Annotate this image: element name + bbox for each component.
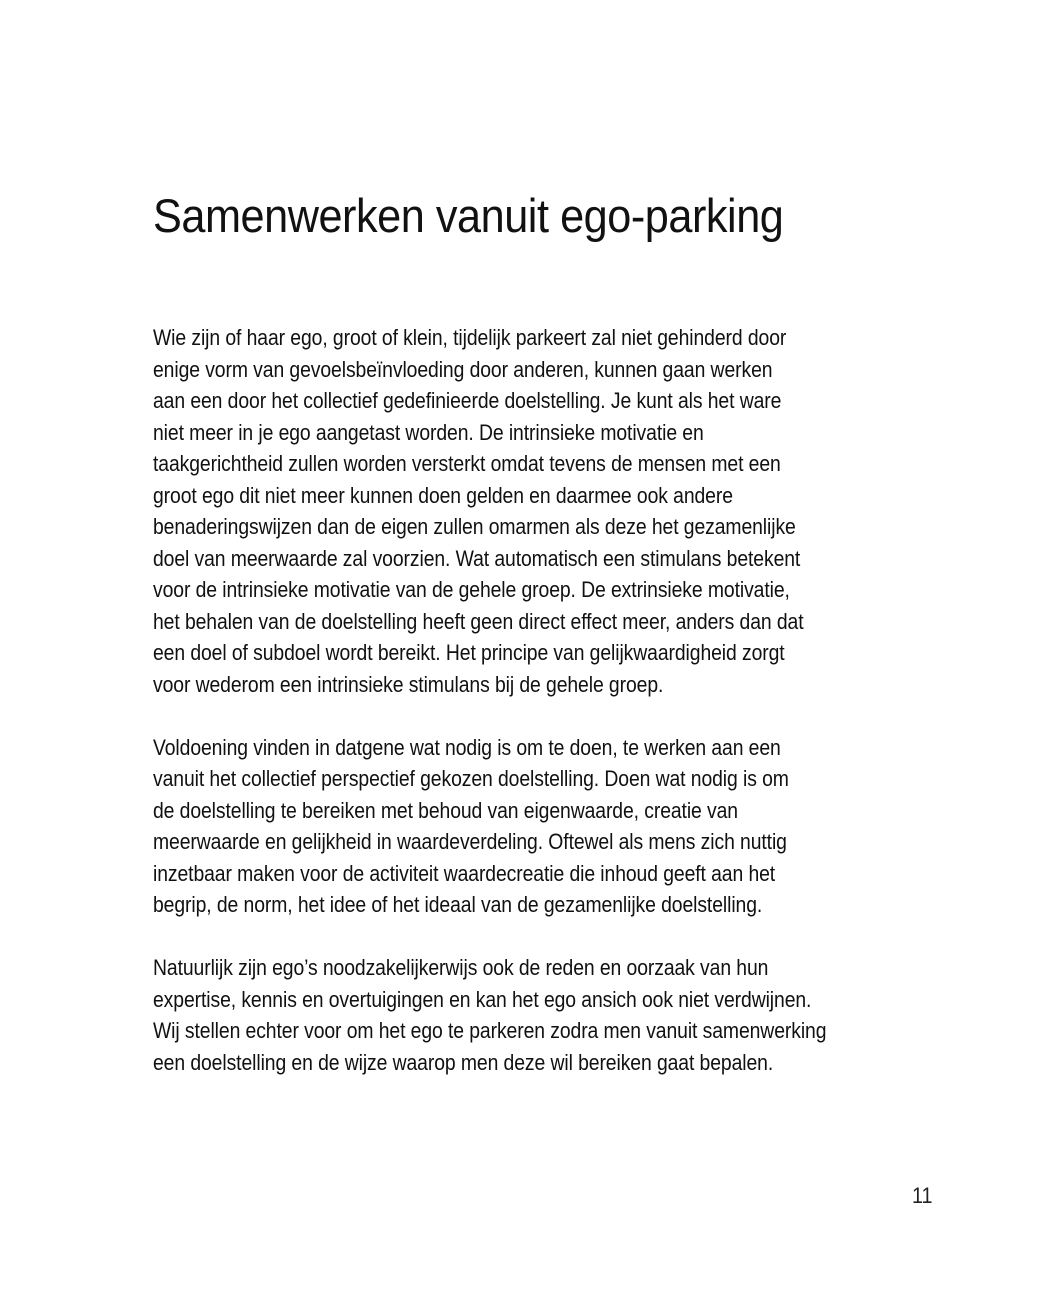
page-number: 11 xyxy=(912,1183,933,1208)
text-line: een doelstelling en de wijze waarop men deze wil bereiken gaat bepalen. xyxy=(153,1049,774,1075)
text-line: Wie zijn of haar ego, groot of klein, tijdelijk parkeert zal niet gehinderd door xyxy=(153,325,787,350)
text-line: doel van meerwaarde zal voorzien. Wat automatisch een stimulans betekent xyxy=(153,545,801,571)
text-line: de doelstelling te bereiken met behoud van eigenwaarde, creatie van xyxy=(153,797,738,823)
body-text xyxy=(153,322,933,1110)
text-line: Wij stellen echter voor om het ego te parkeren zodra men vanuit samenwerking xyxy=(153,1018,827,1043)
text-line: voor de intrinsieke motivatie van de gehele groep. De extrinsieke motivatie, xyxy=(153,577,790,602)
text-line: een doel of subdoel wordt bereikt. Het principe van gelijkwaardigheid zorgt xyxy=(153,640,785,665)
text-line: het behalen van de doelstelling heeft geen direct effect meer, anders dan dat xyxy=(153,608,804,634)
text-line: enige vorm van gevoelsbeïnvloeding door anderen, kunnen gaan werken xyxy=(153,356,773,382)
text-line: benaderingswijzen dan de eigen zullen omarmen als deze het gezamenlijke xyxy=(153,514,796,539)
text-line: expertise, kennis en overtuigingen en kan het ego ansich ook niet verdwijnen. xyxy=(153,986,812,1012)
text-line: niet meer in je ego aangetast worden. De intrinsieke motivatie en xyxy=(153,419,704,445)
text-line: aan een door het collectief gedefinieerde doelstelling. Je kunt als het ware xyxy=(153,388,782,413)
text-line: Voldoening vinden in datgene wat nodig is om te doen, te werken aan een xyxy=(153,734,781,760)
page-title: Samenwerken vanuit ego-parking xyxy=(153,189,784,242)
text-line: groot ego dit niet meer kunnen doen gelden en daarmee ook andere xyxy=(153,482,733,508)
text-line: meerwaarde en gelijkheid in waardeverdeling. Oftewel als mens zich nuttig xyxy=(153,829,787,854)
text-line: taakgerichtheid zullen worden versterkt omdat tevens de mensen met een xyxy=(153,451,781,476)
text-line: inzetbaar maken voor de activiteit waardecreatie die inhoud geeft aan het xyxy=(153,860,776,886)
text-line: vanuit het collectief perspectief gekozen doelstelling. Doen wat nodig is om xyxy=(153,766,789,791)
paragraph-2 xyxy=(153,732,933,921)
paragraph-1 xyxy=(153,322,933,700)
text-line: begrip, de norm, het idee of het ideaal van de gezamenlijke doelstelling. xyxy=(153,892,763,917)
text-line: Natuurlijk zijn ego’s noodzakelijkerwijs ook de reden en oorzaak van hun xyxy=(153,955,769,980)
paragraph-3 xyxy=(153,952,933,1078)
text-line: voor wederom een intrinsieke stimulans bij de gehele groep. xyxy=(153,671,664,697)
